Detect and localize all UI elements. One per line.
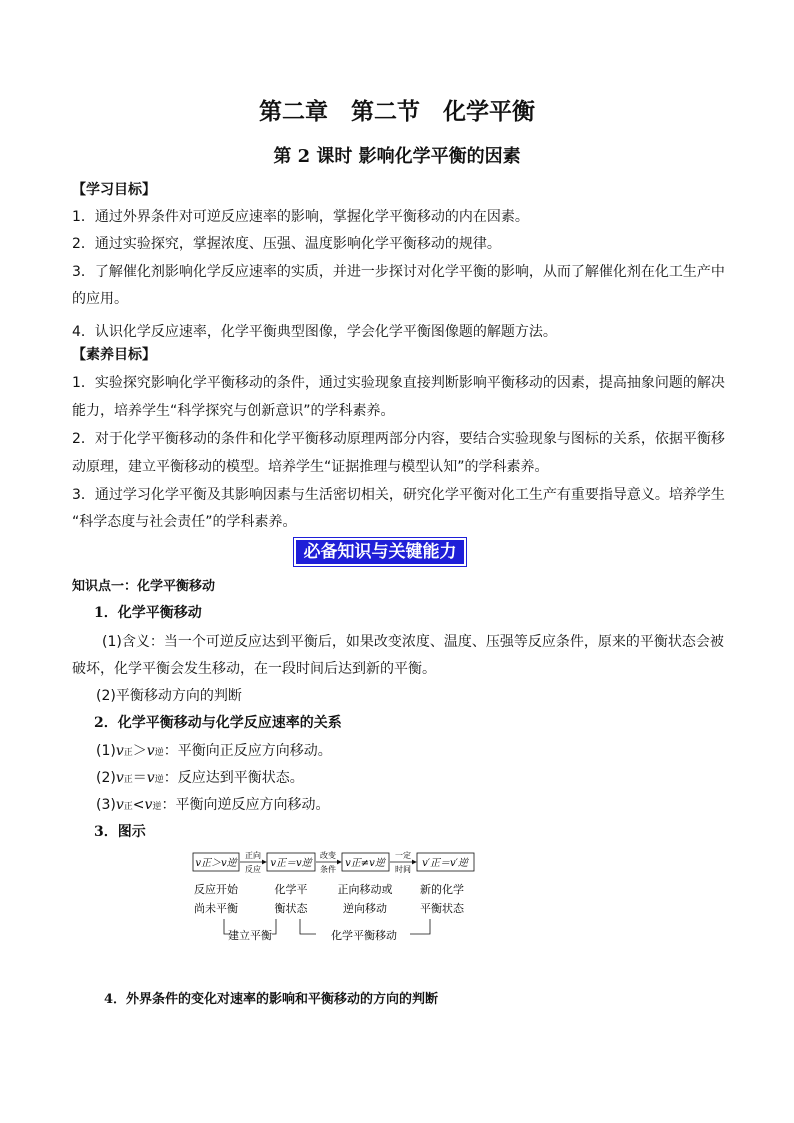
- page-subtitle: 第 2 课时 影响化学平衡的因素: [273, 146, 521, 167]
- section-1-para: (1)含义：当一个可逆反应达到平衡后，如果改变浓度、温度、压强等反应条件，原来的平衡状态会被: [102, 634, 724, 650]
- rate-relation-2: (2)v正＝v逆：反应达到平衡状态。: [96, 770, 304, 786]
- goal-item: 1．通过外界条件对可逆反应速率的影响，掌握化学平衡移动的内在因素。: [72, 209, 529, 225]
- state-label-4a: 新的化学: [420, 883, 464, 896]
- state-label-1a: 反应开始: [194, 883, 238, 896]
- state-label-3a: 正向移动或: [337, 883, 393, 896]
- literacy-item: 2．对于化学平衡移动的条件和化学平衡移动原理两部分内容，要结合实验现象与图标的关系，依据平衡移: [72, 431, 725, 447]
- literacy-item: 能力，培养学生“科学探究与创新意识”的学科素养。: [72, 403, 395, 419]
- arrow-3-bottom: 时间: [395, 865, 411, 874]
- section-3-title: 3．图示: [94, 824, 146, 840]
- state-label-4b: 平衡状态: [420, 902, 464, 915]
- state-label-3b: 逆向移动: [343, 902, 387, 915]
- goals-heading: 【学习目标】: [72, 182, 156, 198]
- section-1-item: (2)平衡移动方向的判断: [96, 688, 242, 704]
- section-4-title: 4．外界条件的变化对速率的影响和平衡移动的方向的判断: [104, 992, 439, 1007]
- literacy-item: 1．实验探究影响化学平衡移动的条件，通过实验现象直接判断影响平衡移动的因素，提高抽象问题的解决: [72, 375, 725, 391]
- arrow-1-top: 正向: [245, 851, 261, 860]
- literacy-item: 动原理，建立平衡移动的模型。培养学生“证据推理与模型认知”的学科素养。: [72, 459, 549, 475]
- arrow-2-top: 改变: [320, 851, 336, 860]
- diagram-box-4-text: v′正＝v′逆: [422, 858, 468, 869]
- rate-relation-3: (3)v正<v逆：平衡向逆反应方向移动。: [96, 797, 330, 813]
- state-label-1b: 尚未平衡: [194, 902, 238, 915]
- diagram-box-1-text: v正＞v逆: [195, 858, 237, 869]
- literacy-item: 3．通过学习化学平衡及其影响因素与生活密切相关，研究化学平衡对化工生产有重要指导意义。培养学生: [72, 487, 725, 503]
- bracket-label-1: 建立平衡: [228, 929, 272, 942]
- diagram-box-3-text: v正≠v逆: [345, 858, 385, 869]
- section-2-title: 2．化学平衡移动与化学反应速率的关系: [94, 715, 342, 731]
- literacy-item: “科学态度与社会责任”的学科素养。: [72, 514, 297, 530]
- bracket-label-2: 化学平衡移动: [331, 929, 397, 942]
- goal-item: 4．认识化学反应速率，化学平衡典型图像，学会化学平衡图像题的解题方法。: [72, 324, 557, 340]
- state-label-2b: 衡状态: [274, 902, 308, 915]
- goal-item: 2．通过实验探究，掌握浓度、压强、温度影响化学平衡移动的规律。: [72, 236, 501, 252]
- rate-relation-1: (1)v正＞v逆：平衡向正反应方向移动。: [96, 743, 332, 759]
- equilibrium-shift-diagram: [190, 846, 480, 950]
- page-title: 第二章 第二节 化学平衡: [259, 98, 535, 125]
- diagram-box-2-text: v正＝v逆: [270, 858, 312, 869]
- section-1-title: 1．化学平衡移动: [94, 605, 202, 621]
- goal-item: 的应用。: [72, 291, 128, 307]
- arrow-2-bottom: 条件: [320, 865, 336, 874]
- section-banner: 必备知识与关键能力: [296, 540, 464, 564]
- arrow-1-bottom: 反应: [245, 865, 261, 874]
- arrow-3-top: 一定: [395, 851, 411, 860]
- section-1-para-cont: 破坏，化学平衡会发生移动，在一段时间后达到新的平衡。: [72, 661, 436, 677]
- literacy-heading: 【素养目标】: [72, 347, 156, 363]
- knowledge-point-title: 知识点一：化学平衡移动: [72, 579, 216, 594]
- goal-item: 3．了解催化剂影响化学反应速率的实质，并进一步探讨对化学平衡的影响，从而了解催化剂在化工生产中: [72, 264, 725, 280]
- state-label-2a: 化学平: [274, 883, 308, 896]
